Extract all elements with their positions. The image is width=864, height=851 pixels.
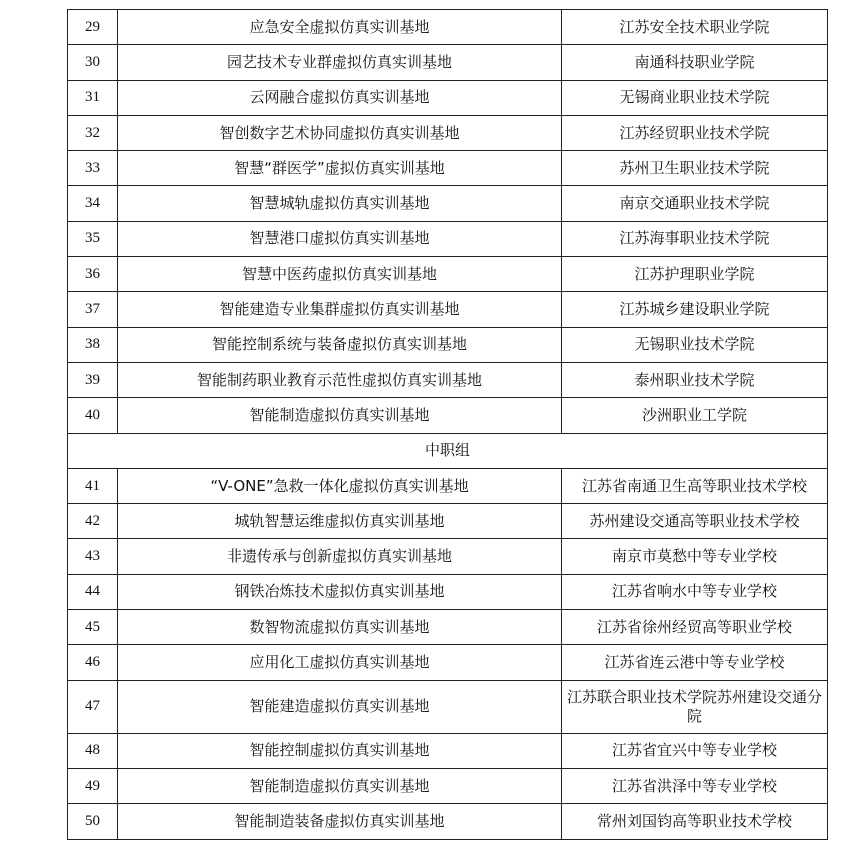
school-name: 无锡商业职业技术学院 bbox=[562, 80, 828, 115]
base-name: 智能建造虚拟仿真实训基地 bbox=[118, 680, 562, 733]
base-name: 智能制造虚拟仿真实训基地 bbox=[118, 768, 562, 803]
row-number: 42 bbox=[68, 504, 118, 539]
row-number: 45 bbox=[68, 610, 118, 645]
section-label: 中职组 bbox=[68, 433, 828, 468]
school-name: 江苏省洪泽中等专业学校 bbox=[562, 768, 828, 803]
school-name: 沙洲职业工学院 bbox=[562, 398, 828, 433]
table-row bbox=[68, 645, 828, 680]
row-number: 47 bbox=[68, 680, 118, 733]
school-name: 江苏经贸职业技术学院 bbox=[562, 115, 828, 150]
row-number: 34 bbox=[68, 186, 118, 221]
school-name: 江苏联合职业技术学院苏州建设交通分院 bbox=[562, 680, 828, 733]
base-name: 智慧“群医学”虚拟仿真实训基地 bbox=[118, 151, 562, 186]
table-row bbox=[68, 610, 828, 645]
school-name: 江苏海事职业技术学院 bbox=[562, 221, 828, 256]
base-name: 智能建造专业集群虚拟仿真实训基地 bbox=[118, 292, 562, 327]
base-list-table bbox=[67, 9, 828, 840]
table-row bbox=[68, 257, 828, 292]
row-number: 46 bbox=[68, 645, 118, 680]
base-name: 智能控制系统与装备虚拟仿真实训基地 bbox=[118, 327, 562, 362]
table-row bbox=[68, 151, 828, 186]
school-name: 江苏省连云港中等专业学校 bbox=[562, 645, 828, 680]
row-number: 41 bbox=[68, 468, 118, 503]
school-name: 泰州职业技术学院 bbox=[562, 362, 828, 397]
row-number: 38 bbox=[68, 327, 118, 362]
base-name: 钢铁冶炼技术虚拟仿真实训基地 bbox=[118, 574, 562, 609]
table-row bbox=[68, 468, 828, 503]
section-header-row bbox=[68, 433, 828, 468]
base-name: 智能控制虚拟仿真实训基地 bbox=[118, 733, 562, 768]
table-row bbox=[68, 221, 828, 256]
school-name: 江苏省南通卫生高等职业技术学校 bbox=[562, 468, 828, 503]
row-number: 33 bbox=[68, 151, 118, 186]
row-number: 43 bbox=[68, 539, 118, 574]
table-row bbox=[68, 768, 828, 803]
table-row bbox=[68, 115, 828, 150]
school-name: 江苏省宜兴中等专业学校 bbox=[562, 733, 828, 768]
table-row bbox=[68, 45, 828, 80]
school-name: 江苏城乡建设职业学院 bbox=[562, 292, 828, 327]
base-name: 智慧城轨虚拟仿真实训基地 bbox=[118, 186, 562, 221]
base-name: “V-ONE”急救一体化虚拟仿真实训基地 bbox=[118, 468, 562, 503]
row-number: 49 bbox=[68, 768, 118, 803]
base-name: 园艺技术专业群虚拟仿真实训基地 bbox=[118, 45, 562, 80]
table-row bbox=[68, 292, 828, 327]
table-row bbox=[68, 504, 828, 539]
row-number: 35 bbox=[68, 221, 118, 256]
row-number: 31 bbox=[68, 80, 118, 115]
row-number: 48 bbox=[68, 733, 118, 768]
base-name: 数智物流虚拟仿真实训基地 bbox=[118, 610, 562, 645]
row-number: 39 bbox=[68, 362, 118, 397]
table-row bbox=[68, 362, 828, 397]
table-row bbox=[68, 804, 828, 839]
table-row bbox=[68, 539, 828, 574]
table-row bbox=[68, 733, 828, 768]
school-name: 南通科技职业学院 bbox=[562, 45, 828, 80]
base-name: 智慧中医药虚拟仿真实训基地 bbox=[118, 257, 562, 292]
row-number: 30 bbox=[68, 45, 118, 80]
school-name: 江苏省徐州经贸高等职业学校 bbox=[562, 610, 828, 645]
base-name: 云网融合虚拟仿真实训基地 bbox=[118, 80, 562, 115]
base-name: 智能制药职业教育示范性虚拟仿真实训基地 bbox=[118, 362, 562, 397]
table-row bbox=[68, 574, 828, 609]
row-number: 32 bbox=[68, 115, 118, 150]
table-row bbox=[68, 680, 828, 733]
school-name: 南京市莫愁中等专业学校 bbox=[562, 539, 828, 574]
base-name: 应用化工虚拟仿真实训基地 bbox=[118, 645, 562, 680]
school-name: 无锡职业技术学院 bbox=[562, 327, 828, 362]
school-name: 南京交通职业技术学院 bbox=[562, 186, 828, 221]
school-name: 常州刘国钧高等职业技术学校 bbox=[562, 804, 828, 839]
school-name: 江苏安全技术职业学院 bbox=[562, 10, 828, 45]
table-row bbox=[68, 186, 828, 221]
base-name: 城轨智慧运维虚拟仿真实训基地 bbox=[118, 504, 562, 539]
base-name: 智能制造装备虚拟仿真实训基地 bbox=[118, 804, 562, 839]
row-number: 44 bbox=[68, 574, 118, 609]
school-name: 苏州卫生职业技术学院 bbox=[562, 151, 828, 186]
row-number: 29 bbox=[68, 10, 118, 45]
school-name: 江苏省响水中等专业学校 bbox=[562, 574, 828, 609]
row-number: 37 bbox=[68, 292, 118, 327]
table-body bbox=[68, 10, 828, 840]
table-row bbox=[68, 80, 828, 115]
table-row bbox=[68, 10, 828, 45]
row-number: 36 bbox=[68, 257, 118, 292]
base-name: 应急安全虚拟仿真实训基地 bbox=[118, 10, 562, 45]
row-number: 40 bbox=[68, 398, 118, 433]
base-name: 非遗传承与创新虚拟仿真实训基地 bbox=[118, 539, 562, 574]
base-name: 智能制造虚拟仿真实训基地 bbox=[118, 398, 562, 433]
base-name: 智创数字艺术协同虚拟仿真实训基地 bbox=[118, 115, 562, 150]
school-name: 江苏护理职业学院 bbox=[562, 257, 828, 292]
row-number: 50 bbox=[68, 804, 118, 839]
base-name: 智慧港口虚拟仿真实训基地 bbox=[118, 221, 562, 256]
table-row bbox=[68, 398, 828, 433]
table-row bbox=[68, 327, 828, 362]
school-name: 苏州建设交通高等职业技术学校 bbox=[562, 504, 828, 539]
